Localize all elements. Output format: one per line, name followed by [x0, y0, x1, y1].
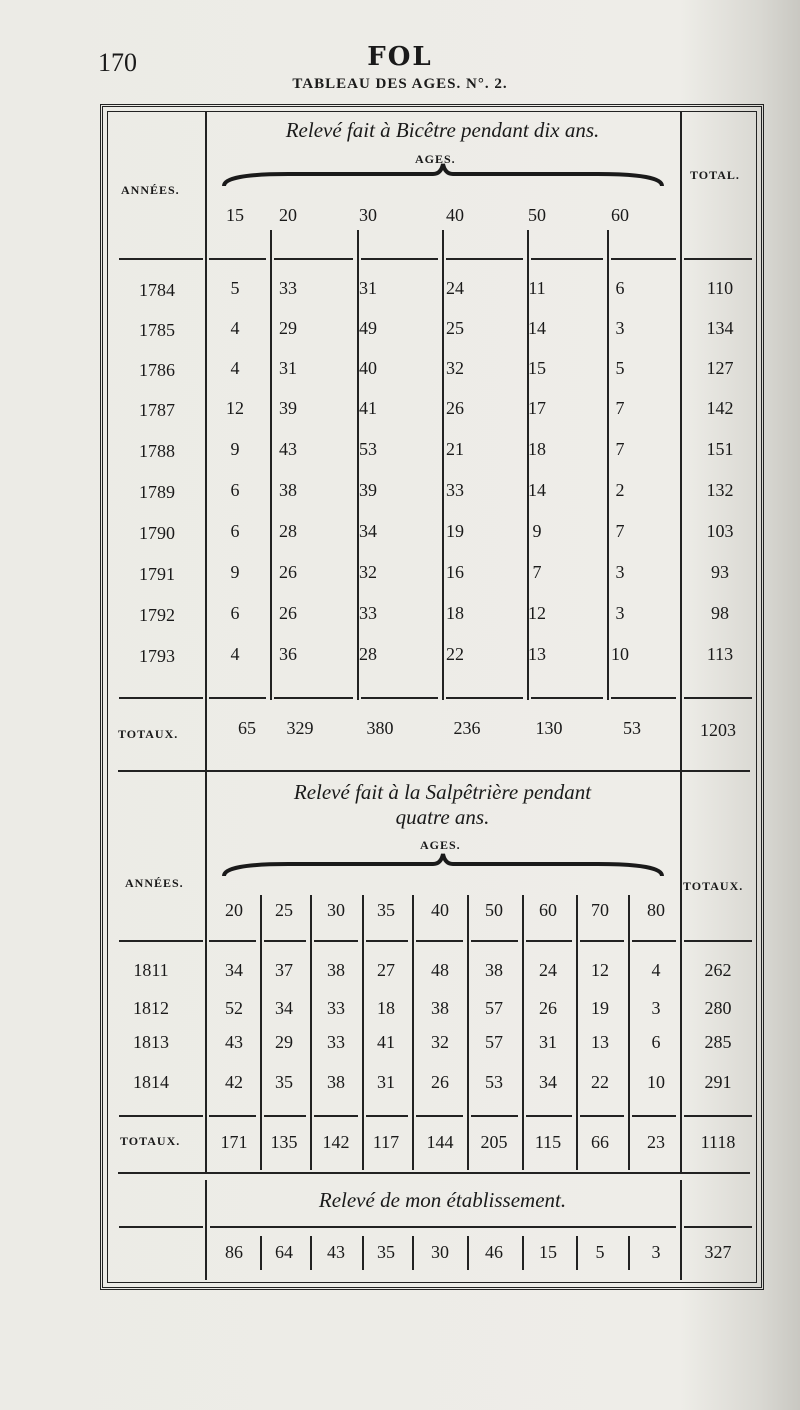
section1-age-column-rule — [607, 230, 609, 700]
section2-row-total: 280 — [704, 998, 732, 1018]
section1-totals-rule — [209, 697, 266, 699]
section1-value-cell: 14 — [528, 480, 546, 500]
section2-value-cell: 27 — [377, 960, 395, 980]
section1-value-cell: 43 — [279, 439, 297, 459]
section1-year-cell: 1789 — [139, 482, 175, 502]
section1-age-header: 40 — [446, 205, 464, 225]
section2-totals-rule — [366, 1115, 408, 1117]
section2-age-header: 35 — [377, 900, 395, 920]
section3-value-cell: 15 — [539, 1242, 557, 1262]
section1-value-cell: 12 — [226, 398, 244, 418]
section1-header-rule — [684, 258, 752, 260]
section1-value-cell: 32 — [446, 358, 464, 378]
section1-age-column-rule — [527, 230, 529, 700]
section1-row-total: 110 — [706, 278, 734, 298]
section1-title: Relevé fait à Bicêtre pendant dix ans. — [285, 118, 600, 142]
section1-year-cell: 1790 — [139, 523, 175, 543]
section3-header-rule — [684, 1226, 752, 1228]
section2-value-cell: 29 — [275, 1032, 293, 1052]
section2-total-cell: 171 — [220, 1132, 248, 1152]
section3-value-cell: 35 — [377, 1242, 395, 1262]
section1-age-header: 15 — [226, 205, 244, 225]
section1-total-cell: 329 — [286, 718, 314, 738]
section2-totals-rule — [684, 1115, 752, 1117]
section1-value-cell: 34 — [359, 521, 377, 541]
section2-ages-brace — [222, 852, 664, 878]
section1-value-cell: 33 — [279, 278, 297, 298]
section2-ages-label: AGES. — [420, 838, 461, 852]
section3-total-divider — [680, 1180, 682, 1280]
section2-value-cell: 31 — [539, 1032, 557, 1052]
section1-value-cell: 21 — [446, 439, 464, 459]
section3-value-cell: 5 — [595, 1242, 605, 1262]
section2-value-cell: 34 — [275, 998, 293, 1018]
section1-year-cell: 1788 — [139, 441, 175, 461]
section2-totals-rule — [314, 1115, 358, 1117]
section1-value-cell: 22 — [446, 644, 464, 664]
section1-totals-label: TOTAUX. — [118, 727, 179, 741]
section1-age-header: 50 — [528, 205, 546, 225]
section1-totals-rule — [684, 697, 752, 699]
section2-value-cell: 48 — [431, 960, 449, 980]
section2-value-cell: 3 — [651, 998, 661, 1018]
section1-year-cell: 1787 — [139, 400, 175, 420]
section1-value-cell: 6 — [230, 603, 240, 623]
section2-title-line1: Relevé fait à la Salpêtrière pendant — [293, 780, 592, 804]
section2-header-rule — [684, 940, 752, 942]
section2-value-cell: 37 — [275, 960, 293, 980]
section1-total-cell: 380 — [366, 718, 394, 738]
section2-total-cell: 23 — [647, 1132, 665, 1152]
section1-value-cell: 53 — [359, 439, 377, 459]
section2-totals-rule — [209, 1115, 256, 1117]
section1-value-cell: 6 — [615, 278, 625, 298]
section2-age-header: 50 — [485, 900, 503, 920]
section1-value-cell: 9 — [532, 521, 542, 541]
section2-value-cell: 10 — [647, 1072, 665, 1092]
section1-value-cell: 6 — [230, 521, 240, 541]
section2-value-cell: 24 — [539, 960, 557, 980]
section2-value-cell: 38 — [327, 1072, 345, 1092]
section2-totals-label: TOTAUX. — [120, 1134, 181, 1148]
section1-row-total: 132 — [706, 480, 734, 500]
section1-ages-label: AGES. — [415, 152, 456, 166]
section1-value-cell: 10 — [611, 644, 629, 664]
section2-value-cell: 31 — [377, 1072, 395, 1092]
section1-value-cell: 41 — [359, 398, 377, 418]
section2-age-header: 20 — [225, 900, 243, 920]
section2-header-rule — [526, 940, 572, 942]
section2-total-cell: 144 — [426, 1132, 454, 1152]
section1-row-total: 134 — [706, 318, 734, 338]
section2-total-cell: 117 — [372, 1132, 400, 1152]
section1-year-cell: 1791 — [139, 564, 175, 584]
section1-row-total: 151 — [706, 439, 734, 459]
section1-totals-rule — [446, 697, 523, 699]
section1-value-cell: 11 — [528, 278, 546, 298]
section1-value-cell: 26 — [279, 603, 297, 623]
section2-value-cell: 38 — [485, 960, 503, 980]
section1-value-cell: 7 — [615, 398, 625, 418]
section2-age-header: 80 — [647, 900, 665, 920]
section2-value-cell: 4 — [651, 960, 661, 980]
section1-total-label: TOTAL. — [690, 168, 740, 182]
page-number: 170 — [98, 48, 137, 77]
section1-value-cell: 26 — [279, 562, 297, 582]
section3-value-cell: 64 — [275, 1242, 293, 1262]
section1-value-cell: 19 — [446, 521, 464, 541]
section2-header-rule — [314, 940, 358, 942]
section1-year-cell: 1792 — [139, 605, 175, 625]
section2-header-rule — [471, 940, 518, 942]
section1-year-cell: 1786 — [139, 360, 175, 380]
section1-value-cell: 31 — [359, 278, 377, 298]
section2-value-cell: 33 — [327, 1032, 345, 1052]
section1-header-rule — [446, 258, 523, 260]
section2-header-rule — [416, 940, 463, 942]
section3-title: Relevé de mon établissement. — [318, 1188, 567, 1212]
section1-row-total: 98 — [711, 603, 729, 623]
section2-title-line2: quatre ans. — [395, 805, 490, 829]
section2-value-cell: 57 — [485, 1032, 503, 1052]
section2-totals-rule — [264, 1115, 306, 1117]
section2-value-cell: 52 — [225, 998, 243, 1018]
section1-total-cell: 130 — [535, 718, 563, 738]
section1-value-cell: 12 — [528, 603, 546, 623]
section2-header-rule — [580, 940, 624, 942]
section2-header-rule — [119, 940, 203, 942]
section2-totals-rule — [471, 1115, 518, 1117]
section1-row-total: 127 — [706, 358, 734, 378]
section2-header-rule — [209, 940, 256, 942]
section1-age-header: 30 — [359, 205, 377, 225]
section1-value-cell: 28 — [279, 521, 297, 541]
section1-value-cell: 32 — [359, 562, 377, 582]
section2-totals-rule — [119, 1115, 203, 1117]
section1-value-cell: 13 — [528, 644, 546, 664]
section1-value-cell: 40 — [359, 358, 377, 378]
section1-value-cell: 4 — [230, 644, 240, 664]
section1-value-cell: 29 — [279, 318, 297, 338]
section1-row-total: 93 — [711, 562, 729, 582]
section2-year-cell: 1812 — [133, 998, 169, 1018]
section2-value-cell: 22 — [591, 1072, 609, 1092]
section1-value-cell: 31 — [279, 358, 297, 378]
section2-value-cell: 35 — [275, 1072, 293, 1092]
section1-value-cell: 7 — [532, 562, 542, 582]
section1-value-cell: 16 — [446, 562, 464, 582]
section1-value-cell: 3 — [615, 562, 625, 582]
running-title: FOL — [367, 42, 433, 72]
section2-totals-rule — [580, 1115, 624, 1117]
section2-value-cell: 57 — [485, 998, 503, 1018]
section2-row-total: 262 — [704, 960, 732, 980]
section2-age-header: 40 — [431, 900, 449, 920]
section1-value-cell: 6 — [230, 480, 240, 500]
section1-age-column-rule — [442, 230, 444, 700]
table-subtitle: TABLEAU DES AGES. N°. 2. — [292, 76, 508, 92]
section1-total-cell: 53 — [623, 718, 641, 738]
section2-age-header: 25 — [275, 900, 293, 920]
section2-age-header: 70 — [591, 900, 609, 920]
section2-grand-total: 1118 — [700, 1132, 736, 1152]
section1-header-rule — [119, 258, 203, 260]
section2-value-cell: 41 — [377, 1032, 395, 1052]
section1-value-cell: 14 — [528, 318, 546, 338]
section2-total-cell: 205 — [480, 1132, 508, 1152]
section3-header-rule — [119, 1226, 203, 1228]
section1-row-total: 113 — [706, 644, 734, 664]
section1-age-column-rule — [270, 230, 272, 700]
section3-value-cell: 30 — [431, 1242, 449, 1262]
section1-header-rule — [209, 258, 266, 260]
section2-year-cell: 1813 — [133, 1032, 169, 1052]
section2-year-cell: 1811 — [133, 960, 169, 980]
section1-year-cell: 1793 — [139, 646, 175, 666]
section2-total-cell: 115 — [534, 1132, 562, 1152]
section1-year-cell: 1784 — [139, 280, 175, 300]
section2-totals-rule — [632, 1115, 676, 1117]
section2-value-cell: 34 — [225, 960, 243, 980]
section1-value-cell: 33 — [359, 603, 377, 623]
section1-total-cell: 65 — [238, 718, 256, 738]
section2-value-cell: 6 — [651, 1032, 661, 1052]
section1-totals-rule — [531, 697, 603, 699]
section1-grand-total: 1203 — [700, 720, 736, 740]
section1-total-cell: 236 — [453, 718, 481, 738]
section2-year-cell: 1814 — [133, 1072, 169, 1092]
section2-value-cell: 26 — [539, 998, 557, 1018]
section1-value-cell: 5 — [230, 278, 240, 298]
section2-value-cell: 12 — [591, 960, 609, 980]
section2-total-label: TOTAUX. — [683, 879, 744, 893]
section2-totals-rule — [416, 1115, 463, 1117]
section1-value-cell: 39 — [279, 398, 297, 418]
section1-value-cell: 9 — [230, 562, 240, 582]
section1-row-total: 103 — [706, 521, 734, 541]
section1-value-cell: 7 — [615, 439, 625, 459]
section2-value-cell: 53 — [485, 1072, 503, 1092]
section1-totals-rule — [361, 697, 438, 699]
section1-value-cell: 9 — [230, 439, 240, 459]
section2-value-cell: 38 — [327, 960, 345, 980]
section1-value-cell: 2 — [615, 480, 625, 500]
section2-age-header: 60 — [539, 900, 557, 920]
section1-age-column-rule — [357, 230, 359, 700]
section1-age-header: 60 — [611, 205, 629, 225]
section1-value-cell: 15 — [528, 358, 546, 378]
section1-totals-rule — [611, 697, 676, 699]
section1-value-cell: 24 — [446, 278, 464, 298]
section1-value-cell: 18 — [446, 603, 464, 623]
section3-header-rule — [210, 1226, 676, 1228]
section1-age-header: 20 — [279, 205, 297, 225]
section2-value-cell: 26 — [431, 1072, 449, 1092]
section3-value-cell: 43 — [327, 1242, 345, 1262]
section2-row-total: 291 — [704, 1072, 732, 1092]
section1-value-cell: 33 — [446, 480, 464, 500]
section1-value-cell: 26 — [446, 398, 464, 418]
section2-value-cell: 33 — [327, 998, 345, 1018]
section1-totals-rule — [119, 697, 203, 699]
section1-value-cell: 3 — [615, 318, 625, 338]
section2-value-cell: 13 — [591, 1032, 609, 1052]
section2-total-cell: 66 — [591, 1132, 609, 1152]
section-separator — [118, 770, 750, 772]
section1-value-cell: 4 — [230, 318, 240, 338]
section1-value-cell: 18 — [528, 439, 546, 459]
section1-total-divider — [680, 112, 682, 770]
section1-value-cell: 38 — [279, 480, 297, 500]
section1-value-cell: 17 — [528, 398, 546, 418]
section1-value-cell: 39 — [359, 480, 377, 500]
section2-header-rule — [264, 940, 306, 942]
section1-value-cell: 28 — [359, 644, 377, 664]
section3-total: 327 — [704, 1242, 732, 1262]
section1-row-total: 142 — [706, 398, 734, 418]
section1-header-rule — [531, 258, 603, 260]
section1-years-label: ANNÉES. — [121, 183, 180, 197]
section1-value-cell: 49 — [359, 318, 377, 338]
section3-value-cell: 3 — [651, 1242, 661, 1262]
section1-header-rule — [274, 258, 353, 260]
section2-value-cell: 19 — [591, 998, 609, 1018]
section1-header-rule — [361, 258, 438, 260]
section-separator — [118, 1172, 750, 1174]
section2-total-cell: 142 — [322, 1132, 350, 1152]
section3-value-cell: 86 — [225, 1242, 243, 1262]
section1-value-cell: 25 — [446, 318, 464, 338]
section2-years-label: ANNÉES. — [125, 876, 184, 890]
section1-totals-rule — [274, 697, 353, 699]
section2-totals-rule — [526, 1115, 572, 1117]
section3-value-cell: 46 — [485, 1242, 503, 1262]
section1-ages-brace — [222, 162, 664, 188]
section2-row-total: 285 — [704, 1032, 732, 1052]
section2-total-cell: 135 — [270, 1132, 298, 1152]
section1-value-cell: 4 — [230, 358, 240, 378]
section1-value-cell: 36 — [279, 644, 297, 664]
section1-value-cell: 5 — [615, 358, 625, 378]
section2-value-cell: 34 — [539, 1072, 557, 1092]
section2-value-cell: 32 — [431, 1032, 449, 1052]
section1-value-cell: 3 — [615, 603, 625, 623]
section2-value-cell: 42 — [225, 1072, 243, 1092]
section2-value-cell: 43 — [225, 1032, 243, 1052]
section1-year-cell: 1785 — [139, 320, 175, 340]
section2-header-rule — [366, 940, 408, 942]
section2-age-header: 30 — [327, 900, 345, 920]
section2-header-rule — [632, 940, 676, 942]
section1-value-cell: 7 — [615, 521, 625, 541]
section2-value-cell: 38 — [431, 998, 449, 1018]
section1-header-rule — [611, 258, 676, 260]
section2-value-cell: 18 — [377, 998, 395, 1018]
